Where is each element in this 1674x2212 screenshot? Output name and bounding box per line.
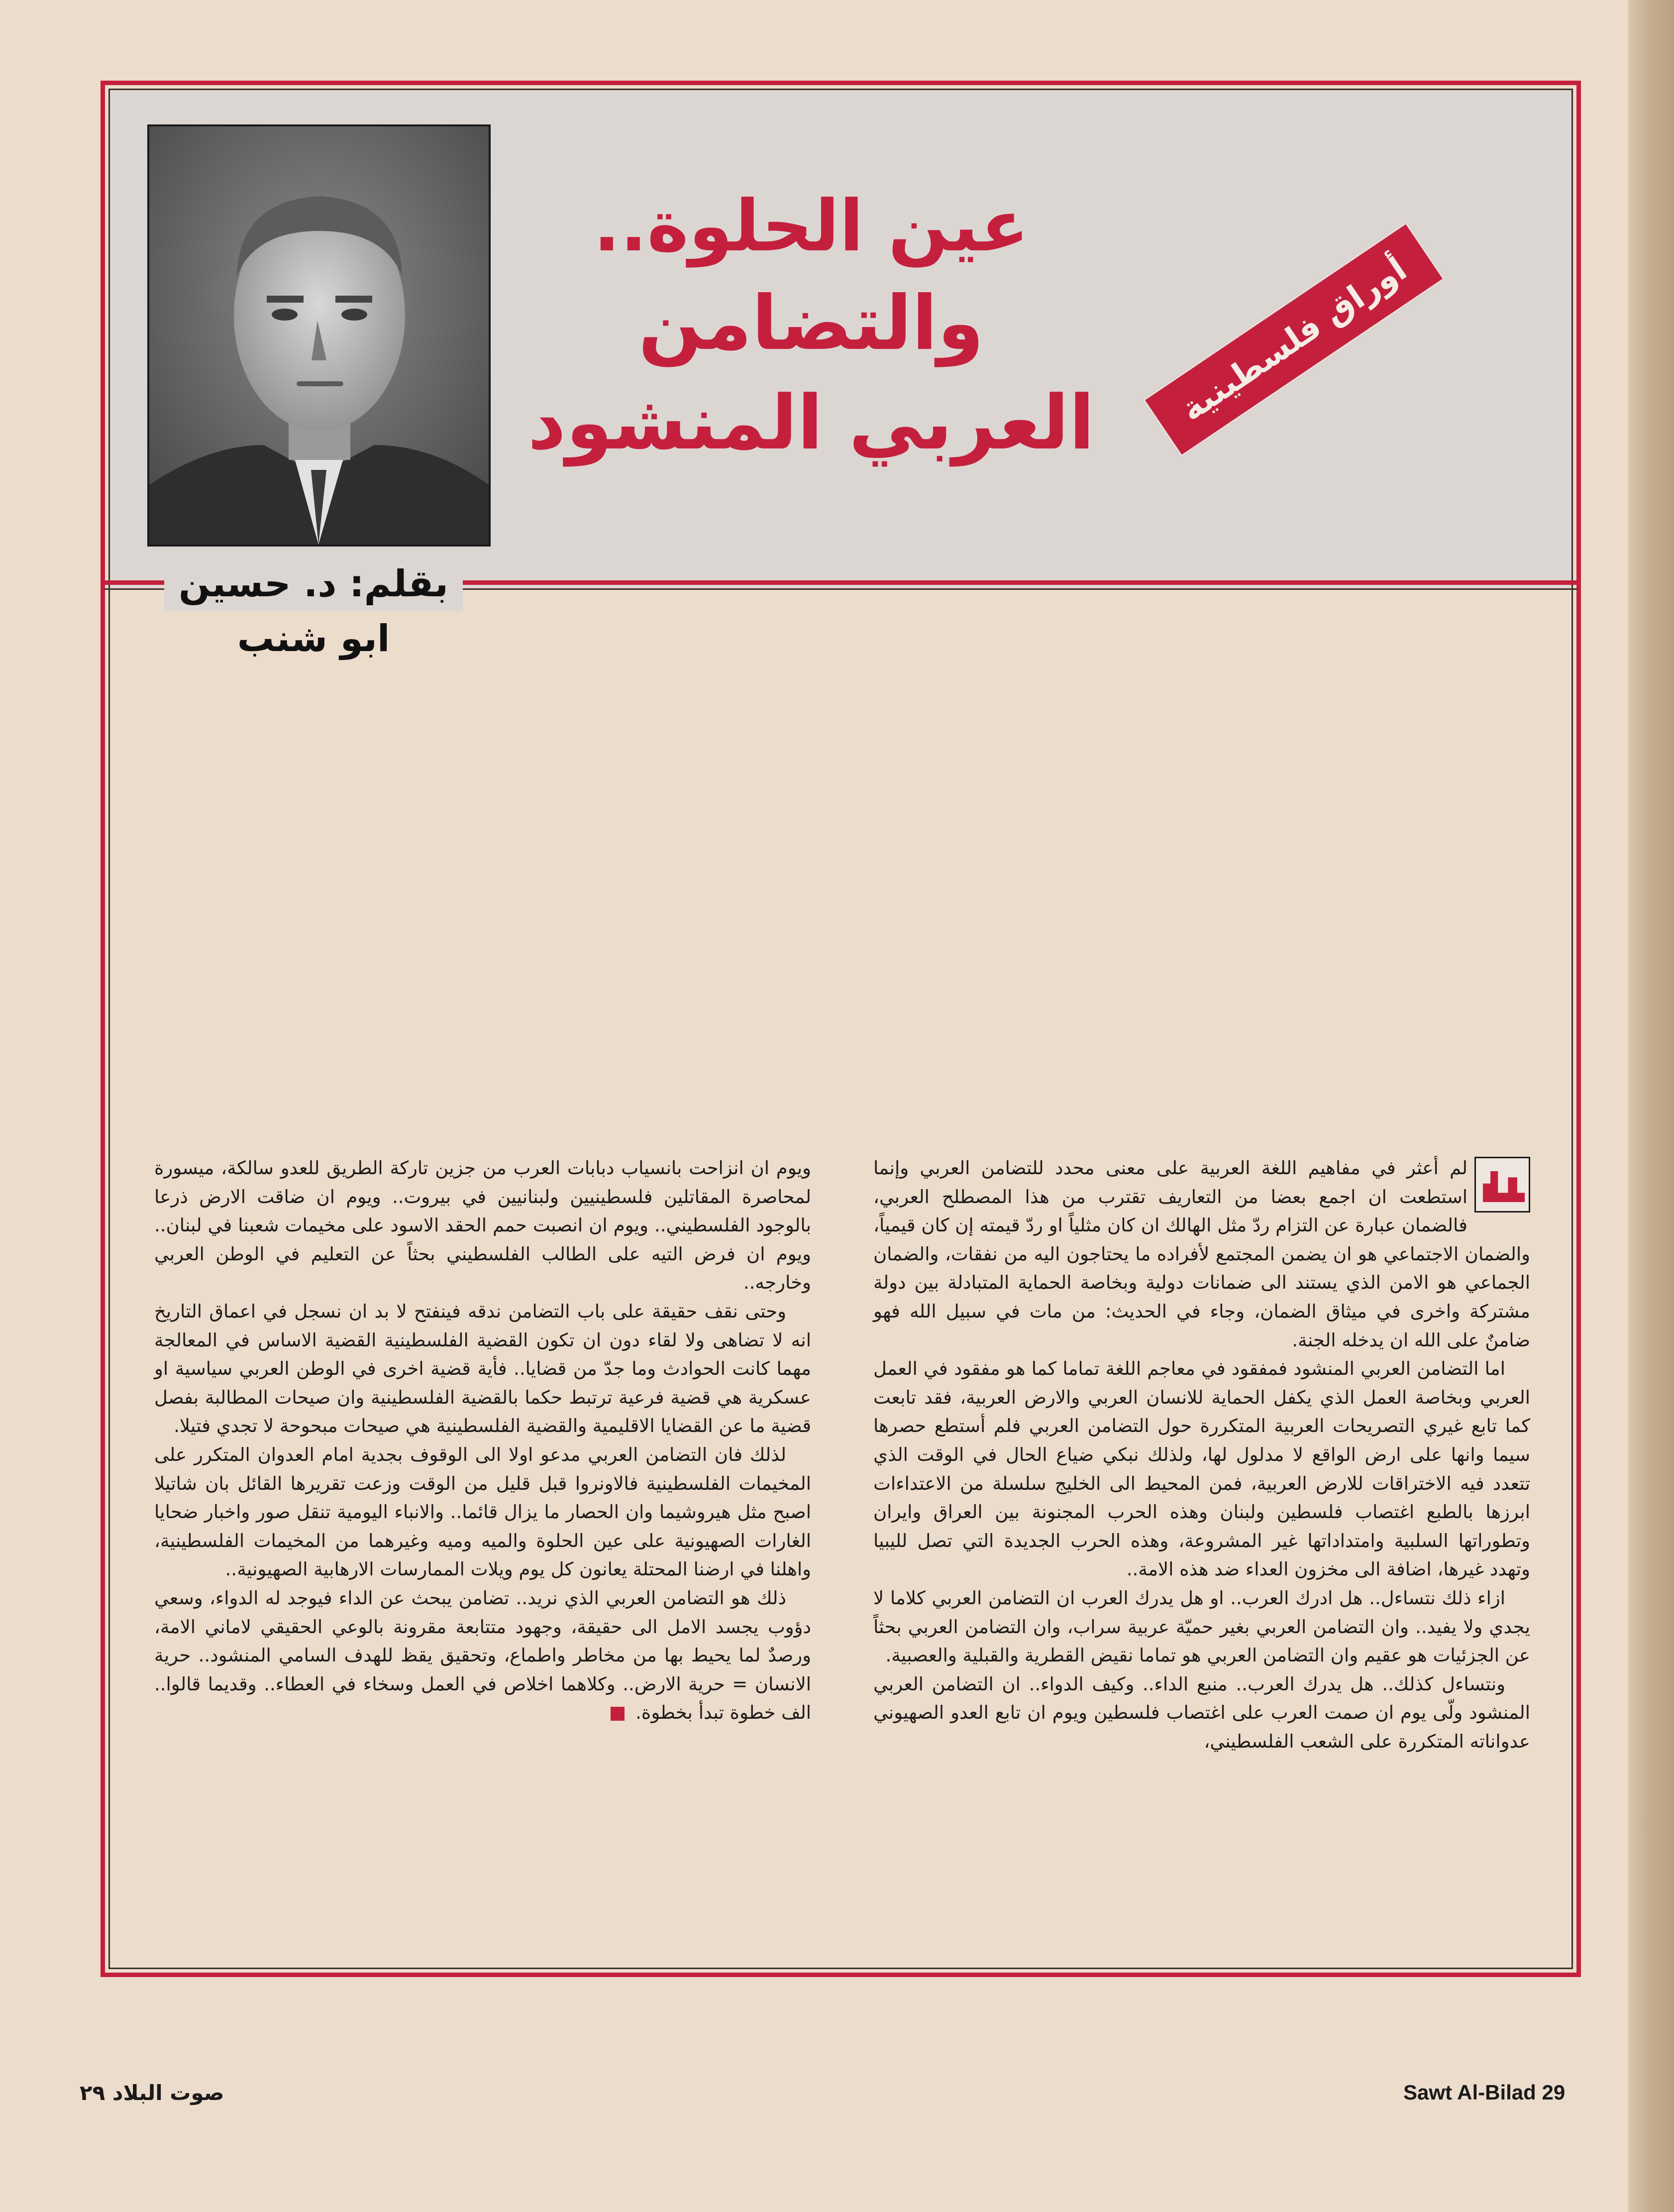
author-byline: بقلم: د. حسين ابو شنب [164, 556, 463, 611]
paragraph: اما التضامن العربي المنشود فمفقود في معاجم اللغة تماما كما هو مفقود في العمل العربي وبخاصة العمل الذي يكفل الحماية للانسان العربي والارض العربية، فقد تابعت كما تابع غيري التصريحات العربية المتكررة حول التضامن العربي فلم أستطع حصرها سيما وانها على ارض الواقع لا مدلول لها، ولذلك نبكي ضياع الحال في الوقت الذي تتعدد فيه الاختراقات للارض العربية، فمن المحيط الى الخليج سلسلة من الاعتداءات ابرزها بالطبع اغتصاب فلسطين ولبنان وهذه الحرب المجنونة بين العراق وايران وتطوراتها السلبية وامتداداتها غير المشروعة، وهذه الحرب الجديدة التي تصل لليبيا وتهدد غيرها، اضافة الى مخزون العداء ضد هذه الامة.. [873, 1358, 1530, 1580]
paragraph [154, 1584, 811, 1727]
paragraph: ويوم ان انزاحت بانسياب دبابات العرب من جزين تاركة الطريق للعدو سالكة، ميسورة لمحاصرة المقاتلين فلسطينيين ولبنانيين في بيروت.. ويوم ان ضاقت الارض ذرعا بالوجود الفلسطيني.. ويوم ان انصبت حمم الحقد الاسود على مخيمات شعبنا في لبنان.. ويوم ان فرض التيه على الطالب الفلسطيني بحثاً عن التعليم في الوطن العربي وخارجه.. [154, 1157, 811, 1294]
article-title [518, 179, 1105, 473]
author-portrait-image [149, 126, 489, 545]
paragraph: ازاء ذلك نتساءل.. هل ادرك العرب.. او هل يدرك العرب ان التضامن العربي كلاما لا يجدي ولا يفيد.. وان التضامن العربي بغير حميّة عربية سراب، وان التضامن العربي بحثاً عن الجزئيات هو عقيم وان التضامن العربي هو تماما نقيض القطرية والقبلية والعصبية. [873, 1587, 1530, 1666]
article-column-right [873, 1154, 1530, 1756]
paragraph: ونتساءل كذلك.. هل يدرك العرب.. منبع الداء.. وكيف الدواء.. ان التضامن العربي المنشود ولّى يوم ان صمت العرب على اغتصاب فلسطين ويوم ان تابع العدو الصهيوني عدواناته المتكررة على الشعب الفلسطيني، [873, 1673, 1530, 1752]
title-line-2: والتضامن العربي المنشود [527, 280, 1095, 466]
paragraph-text: ذلك هو التضامن العربي الذي نريد.. تضامن يبحث عن الداء فيوجد له الدواء، وسعي دؤوب يجسد الامل الى حقيقة، وجهود متتابعة مقرونة بالوعي الحقيقي لاماني الامة، ورصدٌ لما يحيط بها من مخاطر واطماع، وتحقيق يقظ للهدف السامي المنشود.. حرية الانسان = حرية الارض.. وكلاهما اخلاص في العمل وسخاء في العطاء.. وقديما قالوا.. الف خطوة تبدأ بخطوة. [154, 1587, 811, 1724]
paragraph: وحتى نقف حقيقة على باب التضامن ندقه فينفتح لا بد ان نسجل في اعماق التاريخ انه لا تضاهى ولا لقاء دون ان تكون القضية الفلسطينية القضية الاساس في المعالجة مهما كانت الحوادث وما جدّ من قضايا.. فأية قضية اخرى في الوطن العربي سياسية او عسكرية هي قضية فرعية ترتبط حكما بالقضية الفلسطينية وان صيحات المطالبة بفصل قضية ما عن القضايا الاقليمية والقضية الفلسطينية هي صيحات مبحوحة لا تجدي فتيلا. [154, 1300, 811, 1437]
section-ribbon: أوراق فلسطينية [1143, 221, 1446, 457]
paragraph: لذلك فان التضامن العربي مدعو اولا الى الوقوف بجدية امام العدوان المتكرر على المخيمات الفلسطينية فالاونروا قبل قليل من الوقت وزعت تقريرها القائل بان شاتيلا اصبح مثل هيروشيما وان الحصار ما يزال قائما.. والانباء اليومية تنقل صور واخبار ضحايا الغارات الصهيونية على عين الحلوة والميه وميه وغيرهما من المخيمات الفلسطينية، واهلنا في ارضنا المحتلة يعانون كل يوم ويلات الممارسات الارهابية الصهيونية.. [154, 1443, 811, 1580]
footer-page-label-arabic: صوت البلاد ٢٩ [80, 2081, 224, 2105]
author-photo [147, 124, 491, 547]
footer-page-label-latin: Sawt Al-Bilad 29 [1403, 2081, 1566, 2104]
title-line-1: عين الحلوة.. [593, 185, 1029, 267]
end-of-article-square-icon [611, 1707, 625, 1721]
article-column-left [154, 1154, 811, 1727]
paragraph-text: لم أعثر في مفاهيم اللغة العربية على معنى محدد للتضامن العربي وإنما استطعت ان اجمع بعضا من التعاريف تقترب من هذا المصطلح العربي، فالضمان عبارة عن التزام ردّ مثل الهالك ان كان مثلياً او ردّ قيمته إن كان قيمياً، والضمان الاجتماعي هو ان يضمن المجتمع لأفراده ما يحتاجون اليه من نفقات، والضمان الجماعي هو الامن الذي يستند الى ضمانات دولية وبخاصة الحماية المتبادلة بين دولة مشتركة واخرى في ميثاق الضمان، وجاء في الحديث: من مات في سبيل الله فهو ضامنٌ على الله ان يدخله الجنة. [873, 1157, 1530, 1351]
paragraph [873, 1154, 1530, 1354]
decorated-initial-icon [1474, 1157, 1530, 1213]
page-edge [1628, 0, 1674, 2212]
